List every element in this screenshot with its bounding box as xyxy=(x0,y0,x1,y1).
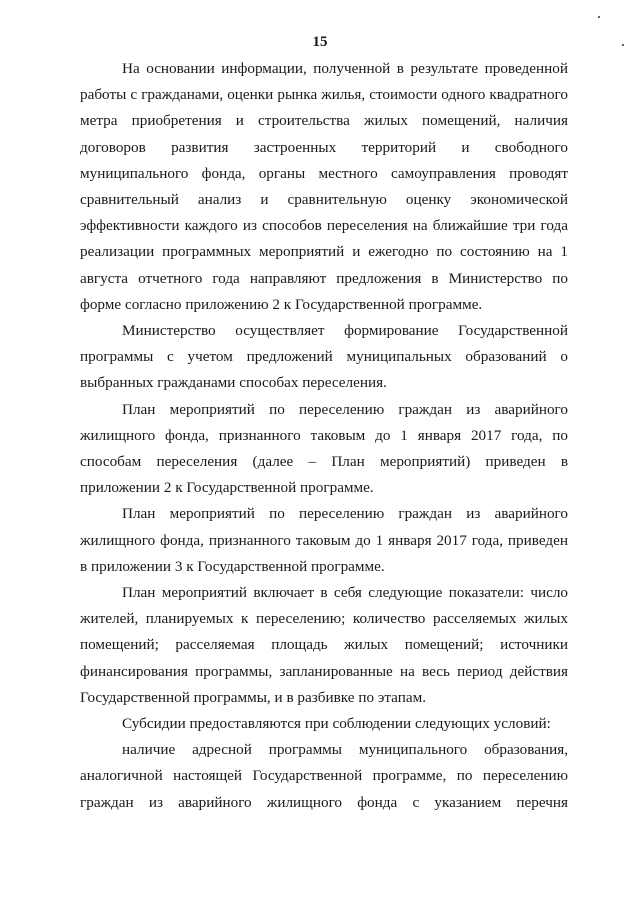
paragraph-4: План мероприятий по переселению граждан из аварийного жилищного фонда, признанного таковым до 1 января 2017 года, приведен в приложении 3 к Государственной программе. xyxy=(80,505,568,575)
scan-speck-top xyxy=(598,16,600,18)
scan-speck-right xyxy=(622,44,624,46)
paragraph-7: наличие адресной программы муниципального образования, аналогичной настоящей Государственной программе, по переселению граждан из аварийного жилищного фонда с указанием перечня xyxy=(80,741,568,811)
paragraph-3: План мероприятий по переселению граждан из аварийного жилищного фонда, признанного таковым до 1 января 2017 года, по способам переселения (далее – План мероприятий) приведен в приложении 2 к Государственной программе. xyxy=(80,400,568,497)
paragraph-1: На основании информации, полученной в результате проведенной работы с гражданами, оценки рынка жилья, стоимости одного квадратного метра приобретения и строительства жилых помещений, наличия договоров развития застроенных территорий и свободного муниципального фонда, органы местного самоуправления проводят сравнительный анализ и сравнительную оценку экономической эффективности каждого из способов переселения на ближайшие три года реализации программных мероприятий и ежегодно по состоянию на 1 августа отчетного года направляют предложения в Министерство по форме согласно приложению 2 к Государственной программе. xyxy=(80,60,568,313)
paragraph-6: Субсидии предоставляются при соблюдении следующих условий: xyxy=(122,715,551,733)
body-text xyxy=(80,56,568,816)
paragraph-2: Министерство осуществляет формирование Государственной программы с учетом предложений муниципальных образований о выбранных гражданами способах переселения. xyxy=(80,322,568,392)
page-number: 15 xyxy=(312,34,328,50)
paragraph-5: План мероприятий включает в себя следующие показатели: число жителей, планируемых к переселению; количество расселяемых жилых помещений; расселяемая площадь жилых помещений; источники финансирования программы, запланированные на весь период действия Государственной программы, и в разбивке по этапам. xyxy=(80,584,568,706)
